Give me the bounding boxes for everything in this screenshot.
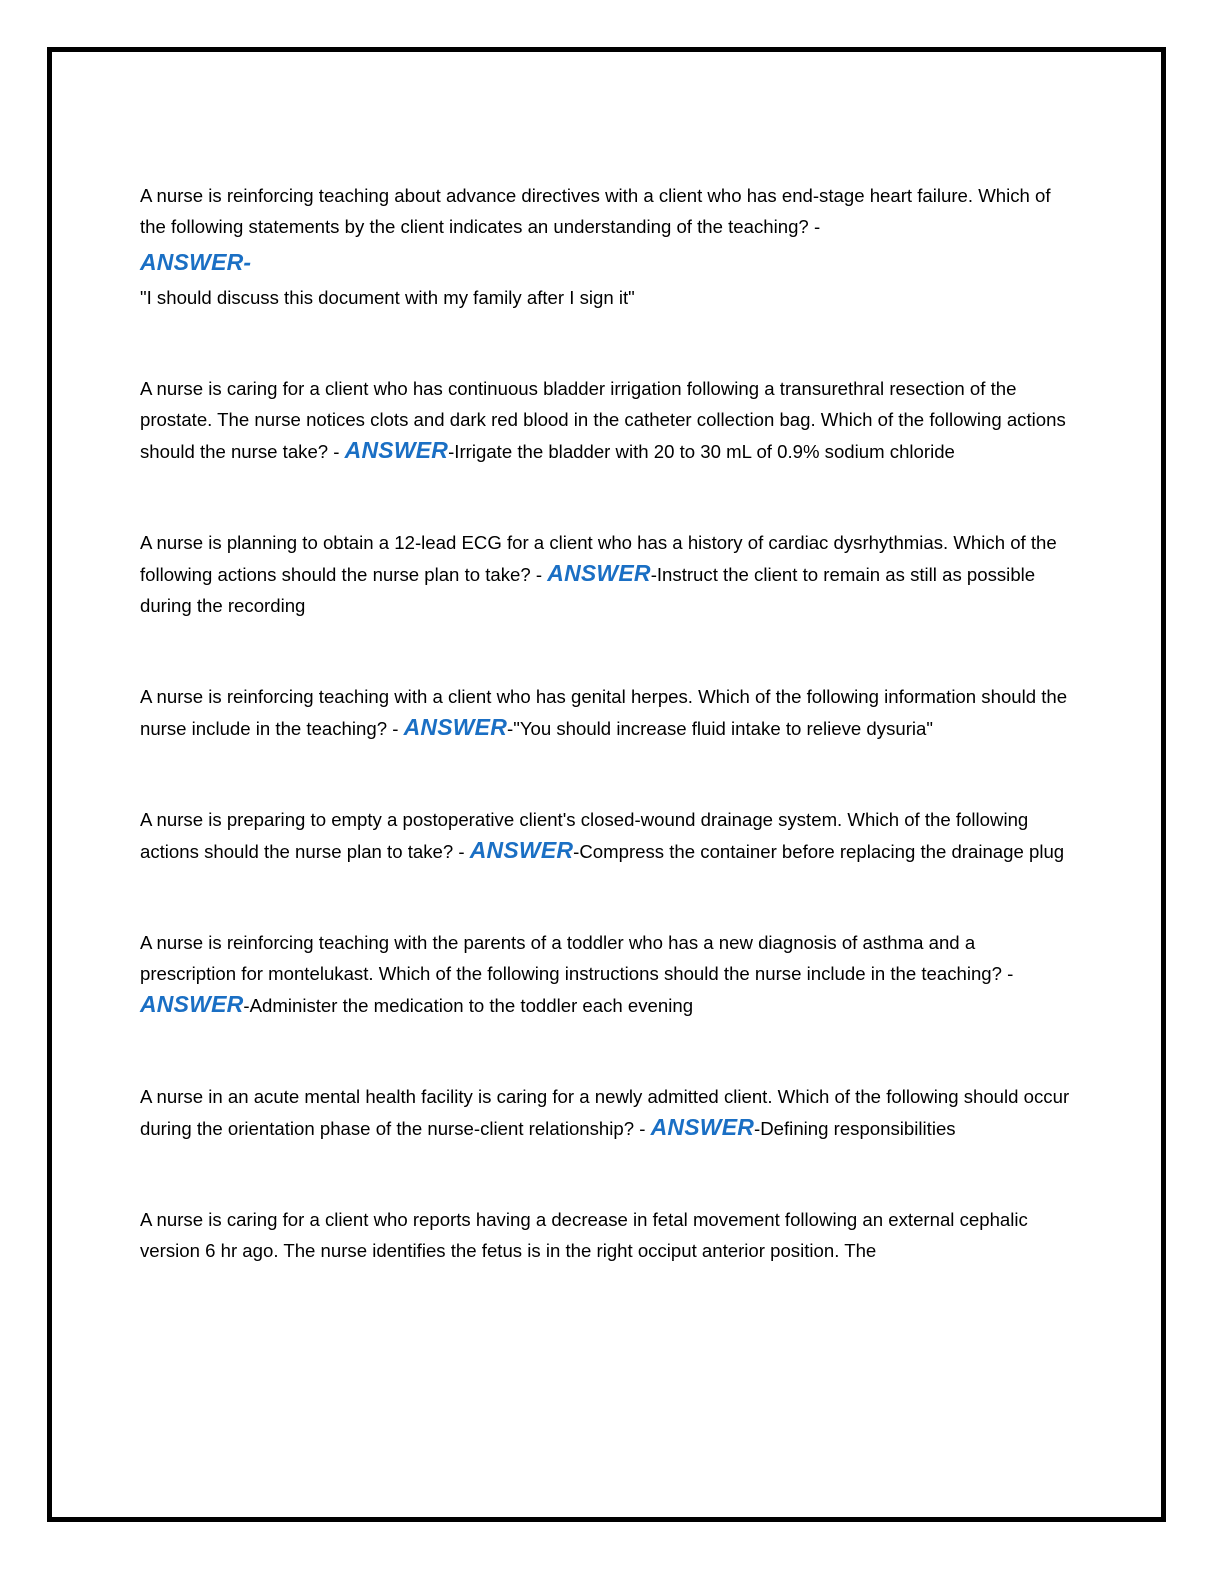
answer-label: ANSWER: [650, 1114, 755, 1140]
qa-item: A nurse is reinforcing teaching with the parents of a toddler who has a new diagnosis of asthma and a prescription for montelukast. Which of the following instructions should the nurse include in the teaching? - ANSWER-Administer the medication to the toddler each evening: [140, 932, 1014, 1017]
question-text: A nurse in an acute mental health facility is caring for a newly admitted client. Which of the following should occur during the orientation phase of the nurse-client relationship? -: [140, 1086, 1070, 1139]
answer-text: Instruct the client to remain as still as possible during the recording: [140, 564, 1036, 616]
answer-label: ANSWER: [140, 991, 244, 1017]
question-text: A nurse is caring for a client who reports having a decrease in fetal movement following an external cephalic version 6 hr ago. The nurse identifies the fetus is in the right occiput anterior position. The: [140, 1209, 1028, 1261]
question-text: A nurse is caring for a client who has continuous bladder irrigation following a transurethral resection of the prostate. The nurse notices clots and dark red blood in the catheter collection bag. Which of the following actions should the nurse take? -: [140, 378, 1066, 462]
answer-label: ANSWER: [547, 560, 651, 586]
question-text: A nurse is reinforcing teaching about advance directives with a client who has end-stage heart failure. Which of the following statements by the client indicates an understanding of the teaching? -: [140, 185, 1051, 237]
question-text: A nurse is reinforcing teaching with the parents of a toddler who has a new diagnosis of asthma and a prescription for montelukast. Which of the following instructions should the nurse include in the teaching? -: [140, 932, 1014, 984]
qa-item: A nurse is reinforcing teaching with a client who has genital herpes. Which of the following information should the nurse include in the teaching? - ANSWER-"You should increase fluid intake to relieve dysuria": [140, 686, 1068, 740]
answer-label: ANSWER: [140, 249, 244, 275]
answer-text: Irrigate the bladder with 20 to 30 mL of 0.9% sodium chloride: [454, 441, 955, 462]
question-text: A nurse is preparing to empty a postoperative client's closed-wound drainage system. Which of the following actions should the nurse plan to take? -: [140, 809, 1029, 862]
answer-text: "You should increase fluid intake to relieve dysuria": [513, 718, 933, 739]
qa-item: [140, 180, 1075, 313]
answer-line: ANSWER-: [140, 249, 252, 275]
document-body: [140, 180, 1075, 1326]
answer-label: ANSWER: [403, 714, 508, 740]
question-text: A nurse is reinforcing teaching with a client who has genital herpes. Which of the following information should the nurse include in the teaching? -: [140, 686, 1068, 739]
qa-item: A nurse is caring for a client who has continuous bladder irrigation following a transurethral resection of the prostate. The nurse notices clots and dark red blood in the catheter collection bag. Which of the following actions should the nurse take? - ANSWER-Irrigate the bladder with 20 to 30 mL of 0.9% sodium chloride: [140, 378, 1066, 463]
question-text: A nurse is planning to obtain a 12-lead ECG for a client who has a history of cardiac dysrhythmias. Which of the following actions should the nurse plan to take? -: [140, 532, 1057, 585]
answer-text: "I should discuss this document with my family after I sign it": [140, 287, 635, 308]
answer-text: Compress the container before replacing the drainage plug: [579, 841, 1065, 862]
qa-item: A nurse is preparing to empty a postoperative client's closed-wound drainage system. Which of the following actions should the nurse plan to take? - ANSWER-Compress the container before replacing the drainage plug: [140, 809, 1065, 863]
answer-text: Defining responsibilities: [760, 1118, 956, 1139]
answer-label: ANSWER: [344, 437, 449, 463]
qa-item: A nurse is planning to obtain a 12-lead ECG for a client who has a history of cardiac dysrhythmias. Which of the following actions should the nurse plan to take? - ANSWER-Instruct the client to remain as still as possible during the recording: [140, 532, 1057, 616]
qa-item: A nurse in an acute mental health facility is caring for a newly admitted client. Which of the following should occur during the orientation phase of the nurse-client relationship? - ANSWER-Defining responsibilities: [140, 1086, 1070, 1140]
qa-item: [140, 1204, 1075, 1266]
answer-text: Administer the medication to the toddler each evening: [249, 995, 694, 1016]
answer-label: ANSWER: [469, 837, 574, 863]
